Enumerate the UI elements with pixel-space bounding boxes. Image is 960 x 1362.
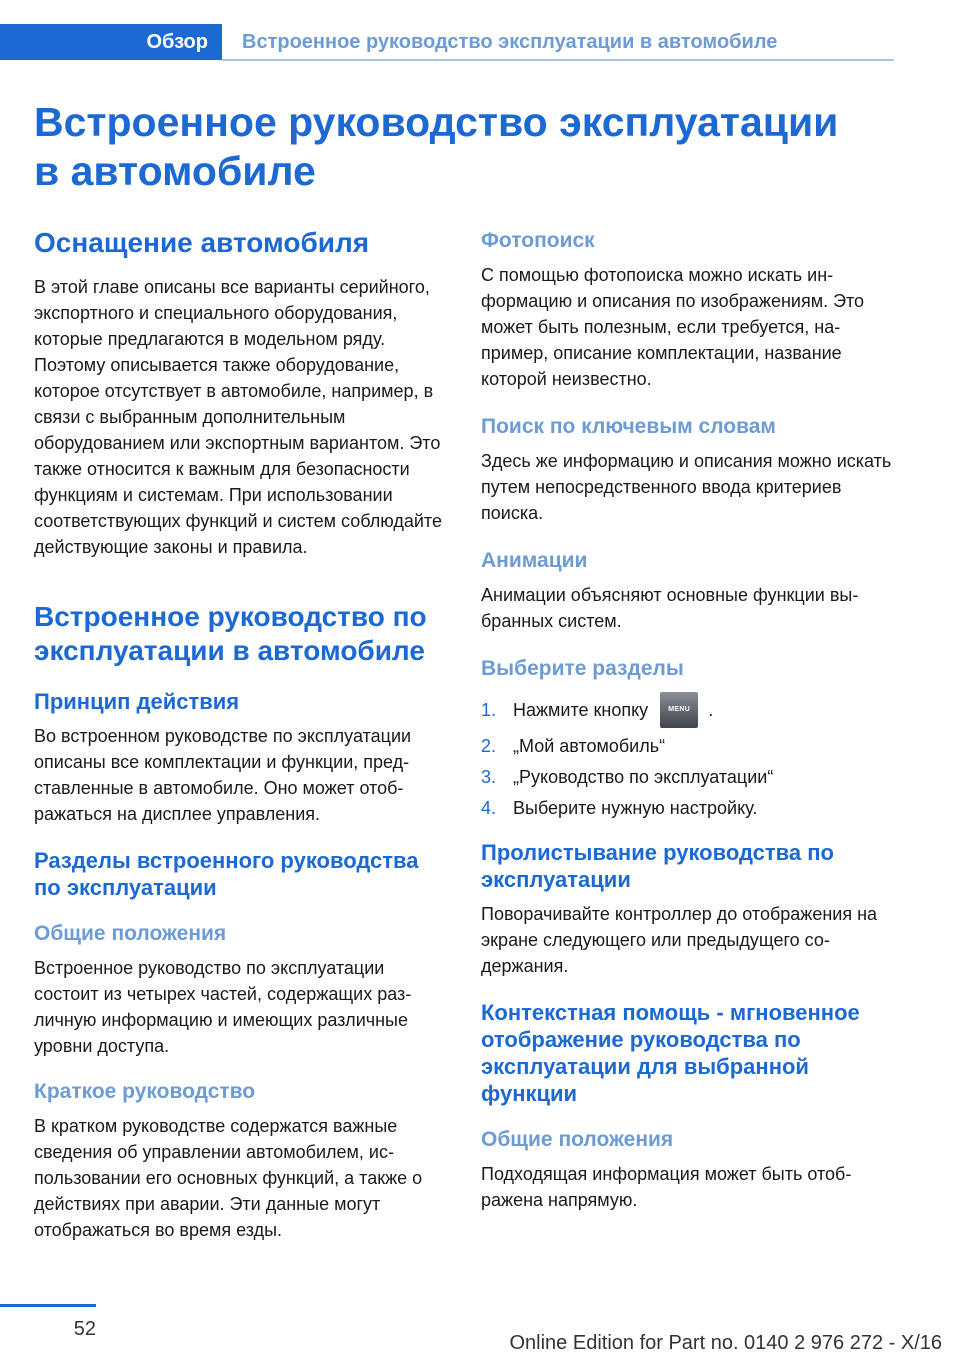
section-text-principle: Во встроенном руководстве по эксплуатации описаны все комплектации и функции, представленные в автомобиле. Оно может отображаться на дисплее управления.	[34, 726, 412, 824]
section-heading-keyword-search: Поиск по ключевым словам	[481, 415, 776, 438]
steps-list	[481, 692, 897, 821]
section-text-equipment: В этой главе описаны все варианты серийного, экспортного и специального оборудования, которые предлагаются в модельном ряду. Поэтому описывается также оборудование, которое отсутствует в автомобиле, например, в связи с выбранным дополнительным оборудованием или экспортным вариантом. Это также относится к важным для безопасности функциям и системам. При использовании соответствующих функций и систем соблюдайте действующие законы и правила.	[34, 277, 442, 557]
section-text-scrolling: Поворачивайте контроллер до отображения на экране следующего или предыдущего содержания.	[481, 904, 878, 976]
section-text-animations: Анимации объясняют основные функции выбранных систем.	[481, 585, 859, 631]
step-number: 3.	[481, 767, 497, 787]
section-text-photo-search: С помощью фотопоиска можно искать информацию и описания по изображениям. Это может быть полезным, если требуется, например, описание комплектации, название которой неизвестно.	[481, 265, 865, 389]
header-bar	[0, 24, 960, 60]
header-divider	[222, 59, 894, 61]
section-heading-animations: Анимации	[481, 549, 588, 572]
step-text: Нажмите кнопку	[513, 700, 649, 720]
step-text: „Руководство по эксплуатации“	[513, 767, 774, 787]
section-heading-photo-search: Фотопоиск	[481, 229, 595, 252]
step-suffix: .	[708, 700, 714, 720]
list-item	[481, 692, 897, 728]
section-text-general-right: Подходящая информация может быть отображена напрямую.	[481, 1164, 852, 1210]
menu-button-icon: MENU	[660, 692, 698, 728]
step-number: 4.	[481, 798, 497, 818]
list-item	[481, 795, 897, 821]
section-heading-principle: Принцип действия	[34, 689, 240, 714]
tab-label: Обзор	[146, 30, 208, 53]
page-number-rule	[0, 1304, 96, 1307]
page-title-line2: в автомобиле	[34, 148, 316, 194]
section-heading-integrated-manual: Встроенное руководство по эксплуатации в автомобиле	[34, 601, 427, 666]
step-text: „Мой автомобиль“	[513, 736, 666, 756]
section-text-general: Встроенное руководство по эксплуатации состоит из четырех частей, содержащих различную информацию и имеющих различные уровни доступа.	[34, 958, 412, 1056]
page-title	[34, 98, 914, 196]
page-number: 52	[73, 1318, 96, 1340]
section-heading-context-help: Контекстная помощь - мгновенное отображение руководства по эксплуатации для выбранной функции	[481, 1000, 860, 1106]
footer-edition: Online Edition for Part no. 0140 2 976 272 - X/16	[509, 1332, 942, 1354]
section-text-keyword-search: Здесь же информацию и описания можно искать путем непосредственного ввода критериев поиска.	[481, 451, 892, 523]
section-heading-select-sections: Выберите разделы	[481, 657, 684, 680]
left-column	[34, 226, 446, 1243]
page-title-line1: Встроенное руководство эксплуатации	[34, 99, 839, 145]
tab-overview[interactable]	[0, 24, 222, 60]
step-text: Выберите нужную настройку.	[513, 798, 758, 818]
section-text-quick-guide: В кратком руководстве содержатся важные сведения об управлении автомобилем, использовании его основных функций, а также о действиях при аварии. Эти данные могут отображаться во время езды.	[34, 1116, 423, 1240]
section-heading-equipment: Оснащение автомобиля	[34, 227, 370, 258]
section-heading-general-right: Общие положения	[481, 1128, 674, 1151]
section-heading-quick-guide: Краткое руководство	[34, 1080, 256, 1103]
list-item	[481, 733, 897, 759]
breadcrumb[interactable]: Встроенное руководство эксплуатации в автомобиле	[242, 31, 778, 53]
section-heading-general: Общие положения	[34, 922, 227, 945]
section-heading-parts: Разделы встроенного руководства по эксплуатации	[34, 848, 419, 900]
list-item	[481, 764, 897, 790]
right-column	[481, 228, 897, 1213]
step-number: 2.	[481, 736, 497, 756]
step-number: 1.	[481, 700, 497, 720]
section-heading-scrolling: Пролистывание руководства по эксплуатации	[481, 840, 834, 892]
